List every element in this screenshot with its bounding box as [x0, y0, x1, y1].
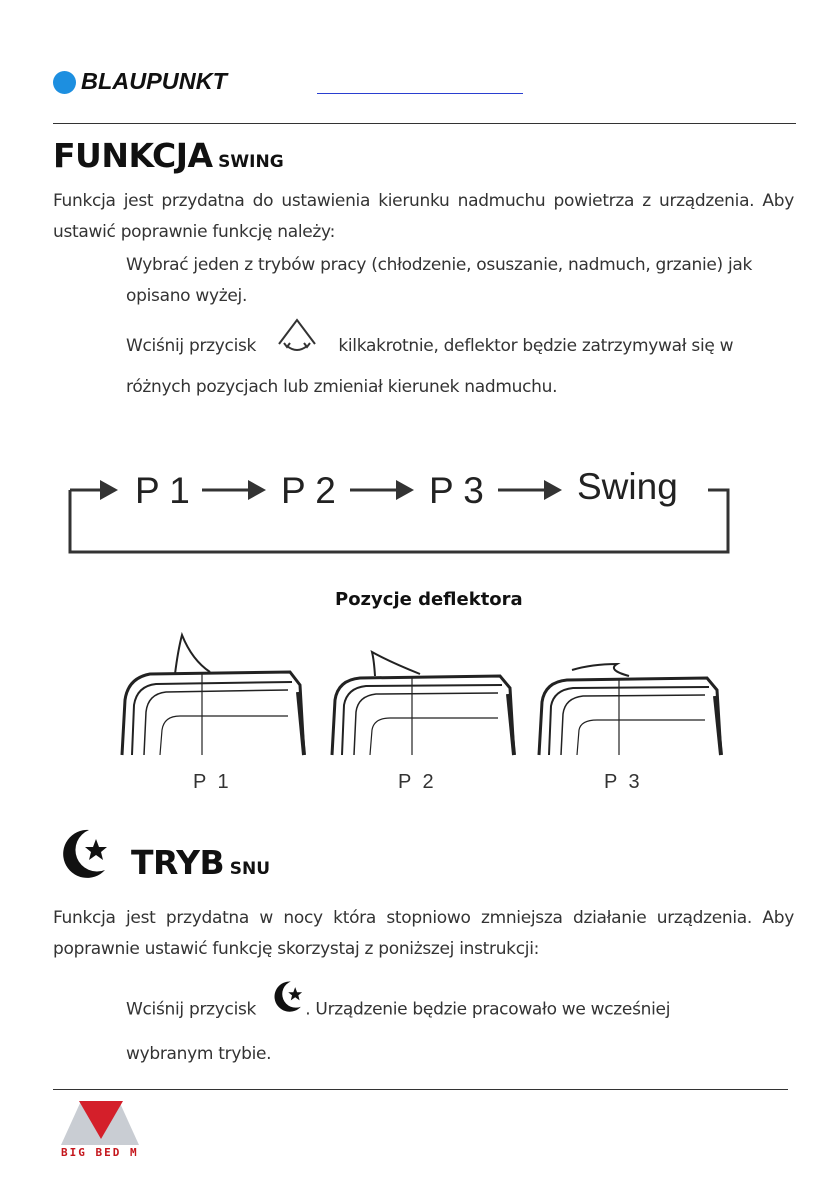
footer-brand: BIG BED M: [61, 1146, 139, 1159]
flow-label-p3: P 3: [429, 470, 484, 511]
swing-step-2-before: Wciśnij przycisk: [126, 336, 257, 356]
deflector-p3-image: [537, 630, 727, 760]
swing-intro: Funkcja jest przydatna do ustawienia kierunku nadmuchu powietrza z urządzenia. Aby ustawić poprawnie funkcję należy:: [53, 191, 794, 242]
swing-heading: [53, 136, 284, 175]
swing-step-1: Wybrać jeden z trybów pracy (chłodzenie, osuszanie, nadmuch, grzanie) jak opisano wyżej.: [126, 255, 753, 306]
flow-arrowhead-3: [544, 480, 562, 500]
flow-arrowhead-2: [396, 480, 414, 500]
footer-divider: [53, 1089, 788, 1090]
flow-label-swing: Swing: [577, 466, 678, 507]
moon-star-icon: [55, 826, 111, 880]
brand-logo-dot: [53, 71, 76, 94]
sleep-heading-main: TRYB: [131, 843, 225, 882]
header-divider: [53, 123, 796, 124]
sleep-step: [126, 985, 794, 1074]
flow-arrowhead-start: [100, 480, 118, 500]
moon-star-button-icon: [269, 979, 305, 1028]
flow-label-p2: P 2: [281, 470, 336, 511]
brand-logo: BLAUPUNKT: [81, 68, 227, 94]
swing-step-2-cont: różnych pozycjach lub zmieniał kierunek nadmuchu.: [126, 377, 558, 397]
sleep-step-cont: wybranym trybie.: [126, 1044, 272, 1064]
swing-step-2-after: kilkakrotnie, deflektor będzie zatrzymywał się w: [338, 336, 734, 356]
sleep-step-before: Wciśnij przycisk: [126, 999, 257, 1020]
flow-label-p1: P 1: [135, 470, 190, 511]
flow-arrowhead-1: [248, 480, 266, 500]
swing-icon: [275, 316, 321, 364]
swing-heading-main: FUNKCJA: [53, 136, 213, 175]
sleep-heading: [131, 843, 270, 882]
footer-logo-image: [61, 1101, 139, 1145]
header-link-underline[interactable]: [317, 93, 523, 94]
sleep-step-after: . Urządzenie będzie pracowało we wcześniej: [305, 999, 671, 1020]
swing-heading-sub: SWING: [218, 152, 284, 172]
deflector-label-p1: P 1: [193, 771, 232, 793]
sleep-heading-sub: SNU: [229, 859, 271, 879]
deflector-caption: Pozycje deflektora: [335, 589, 523, 610]
swing-step-2: [126, 322, 794, 404]
deflector-label-p3: P 3: [604, 771, 643, 793]
sleep-intro: Funkcja jest przydatna w nocy która stopniowo zmniejsza działanie urządzenia. Aby poprawnie ustawić funkcję skorzystaj z poniższej instrukcji:: [53, 908, 794, 959]
deflector-p1-image: [120, 630, 310, 760]
deflector-p2-image: [330, 630, 520, 760]
deflector-label-p2: P 2: [398, 771, 437, 793]
